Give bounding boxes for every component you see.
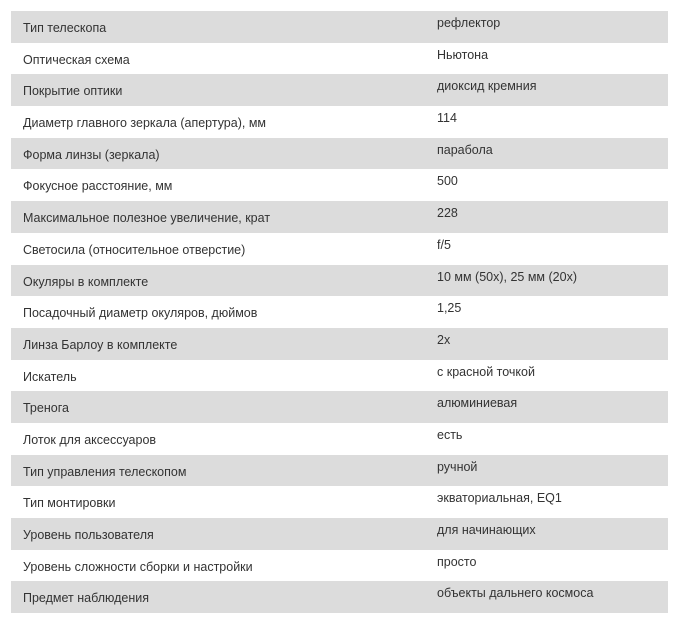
specs-table [11, 11, 668, 613]
spec-row [11, 74, 668, 106]
spec-name: Посадочный диаметр окуляров, дюймов [23, 306, 258, 321]
spec-row [11, 138, 668, 170]
spec-value: экваториальная, EQ1 [437, 491, 562, 506]
spec-value: 2x [437, 332, 451, 347]
spec-row [11, 486, 668, 518]
spec-name: Диаметр главного зеркала (апертура), мм [23, 116, 267, 131]
spec-name: Максимальное полезное увеличение, крат [23, 211, 271, 226]
spec-value: 228 [437, 206, 458, 221]
spec-value: f/5 [437, 237, 451, 252]
spec-value: 1,25 [437, 301, 462, 316]
spec-row [11, 328, 668, 360]
spec-value: просто [437, 554, 477, 569]
spec-row [11, 360, 668, 392]
spec-name: Предмет наблюдения [23, 591, 149, 606]
spec-name: Форма линзы (зеркала) [23, 147, 160, 162]
spec-row [11, 550, 668, 582]
spec-name: Тренога [23, 401, 69, 416]
spec-name: Покрытие оптики [23, 84, 123, 99]
spec-value: рефлектор [437, 16, 501, 30]
spec-name: Тип управления телескопом [23, 464, 187, 479]
spec-name: Светосила (относительное отверстие) [23, 242, 246, 257]
spec-name: Линза Барлоу в комплекте [23, 337, 178, 352]
spec-row [11, 201, 668, 233]
spec-value: алюминиевая [437, 396, 518, 411]
spec-value: есть [437, 427, 463, 442]
spec-name: Фокусное расстояние, мм [23, 179, 173, 194]
spec-row [11, 233, 668, 265]
spec-value: парабола [437, 142, 493, 157]
spec-row [11, 296, 668, 328]
spec-name: Уровень сложности сборки и настройки [23, 559, 253, 574]
spec-row [11, 169, 668, 201]
spec-value: 114 [437, 111, 457, 126]
spec-value: диоксид кремния [437, 79, 537, 94]
spec-row [11, 455, 668, 487]
spec-row [11, 391, 668, 423]
spec-value: 500 [437, 174, 458, 189]
spec-value: для начинающих [437, 523, 536, 537]
spec-row [11, 518, 668, 550]
spec-value: ручной [437, 459, 478, 474]
spec-name: Искатель [23, 369, 77, 384]
spec-name: Тип монтировки [23, 496, 116, 511]
spec-value: Ньютона [437, 47, 489, 62]
spec-value: с красной точкой [437, 364, 535, 379]
spec-row [11, 581, 668, 613]
spec-value: 10 мм (50x), 25 мм (20x) [437, 269, 577, 284]
spec-name: Оптическая схема [23, 52, 130, 67]
spec-row [11, 11, 668, 43]
spec-name: Окуляры в комплекте [23, 274, 149, 289]
spec-row [11, 423, 668, 455]
spec-name: Лоток для аксессуаров [23, 432, 157, 447]
spec-name: Уровень пользователя [23, 528, 154, 542]
spec-value: объекты дальнего космоса [437, 586, 594, 601]
spec-name: Тип телескопа [23, 21, 107, 35]
spec-row [11, 265, 668, 297]
spec-row [11, 106, 668, 138]
spec-row [11, 43, 668, 75]
